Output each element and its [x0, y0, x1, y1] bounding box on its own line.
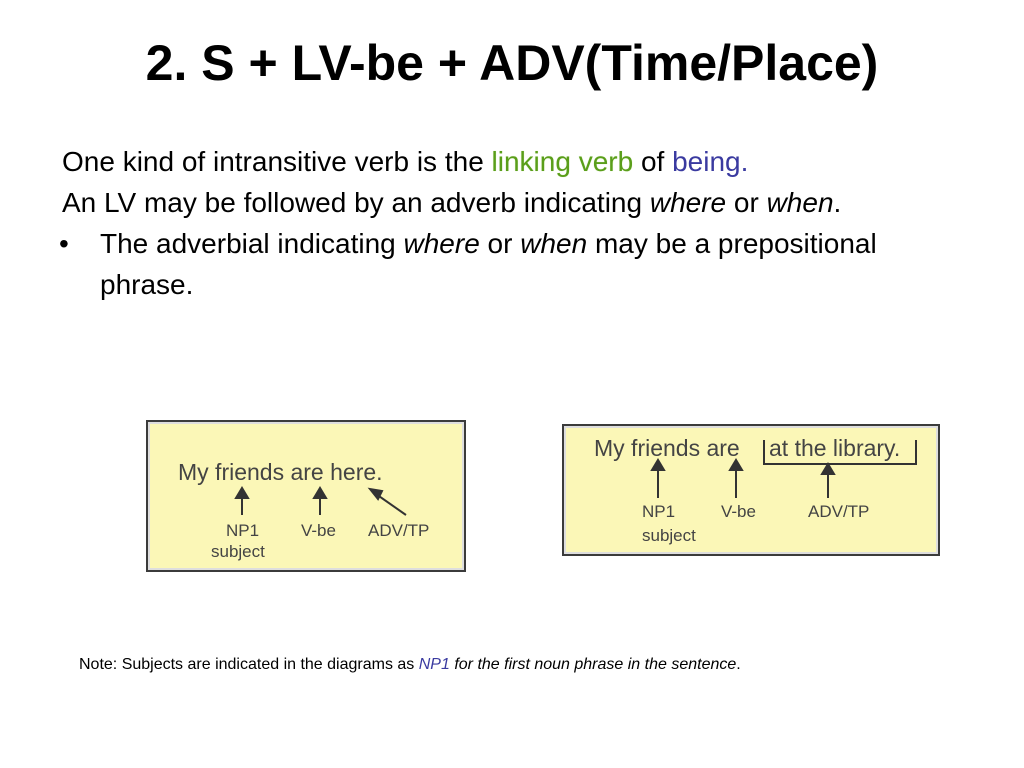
diagram-arrows [148, 422, 464, 570]
label-subject: subject [211, 542, 265, 561]
diagram-here [146, 420, 466, 572]
footnote: Note: Subjects are indicated in the diagrams as NP1 for the first noun phrase in the sentence. [79, 656, 741, 673]
label-subject: subject [642, 526, 696, 545]
label-adv: ADV/TP [808, 502, 870, 521]
arrow-up-icon [314, 488, 326, 498]
paragraph-linking-verb: One kind of intransitive verb is the linking verb of being. [62, 146, 749, 177]
np1-term: NP1 [418, 656, 450, 673]
diagram-sentence-part2: at the library. [769, 435, 901, 461]
label-vbe: V-be [721, 502, 756, 521]
bullet-item: • The adverbial indicating where or when may be a prepositional phrase. [62, 223, 962, 305]
linking-verb-highlight: linking verb [491, 146, 634, 177]
arrow-up-icon [822, 464, 834, 474]
arrow-up-icon [236, 488, 248, 498]
label-np1: NP1 [226, 521, 260, 540]
label-adv: ADV/TP [368, 521, 430, 540]
body-text [59, 141, 962, 305]
label-vbe: V-be [301, 521, 336, 540]
being-word: being. [672, 146, 749, 177]
bullet-icon: • [59, 228, 69, 259]
diagram-sentence: My friends are here. [178, 459, 383, 485]
diagram-sentence-part1: My friends are [594, 435, 740, 461]
label-np1: NP1 [642, 502, 676, 521]
paragraph-adverb: An LV may be followed by an adverb indicating where or when. [62, 187, 842, 218]
slide-title: 2. S + LV-be + ADV(Time/Place) [145, 35, 879, 91]
diagram-library [562, 424, 940, 556]
